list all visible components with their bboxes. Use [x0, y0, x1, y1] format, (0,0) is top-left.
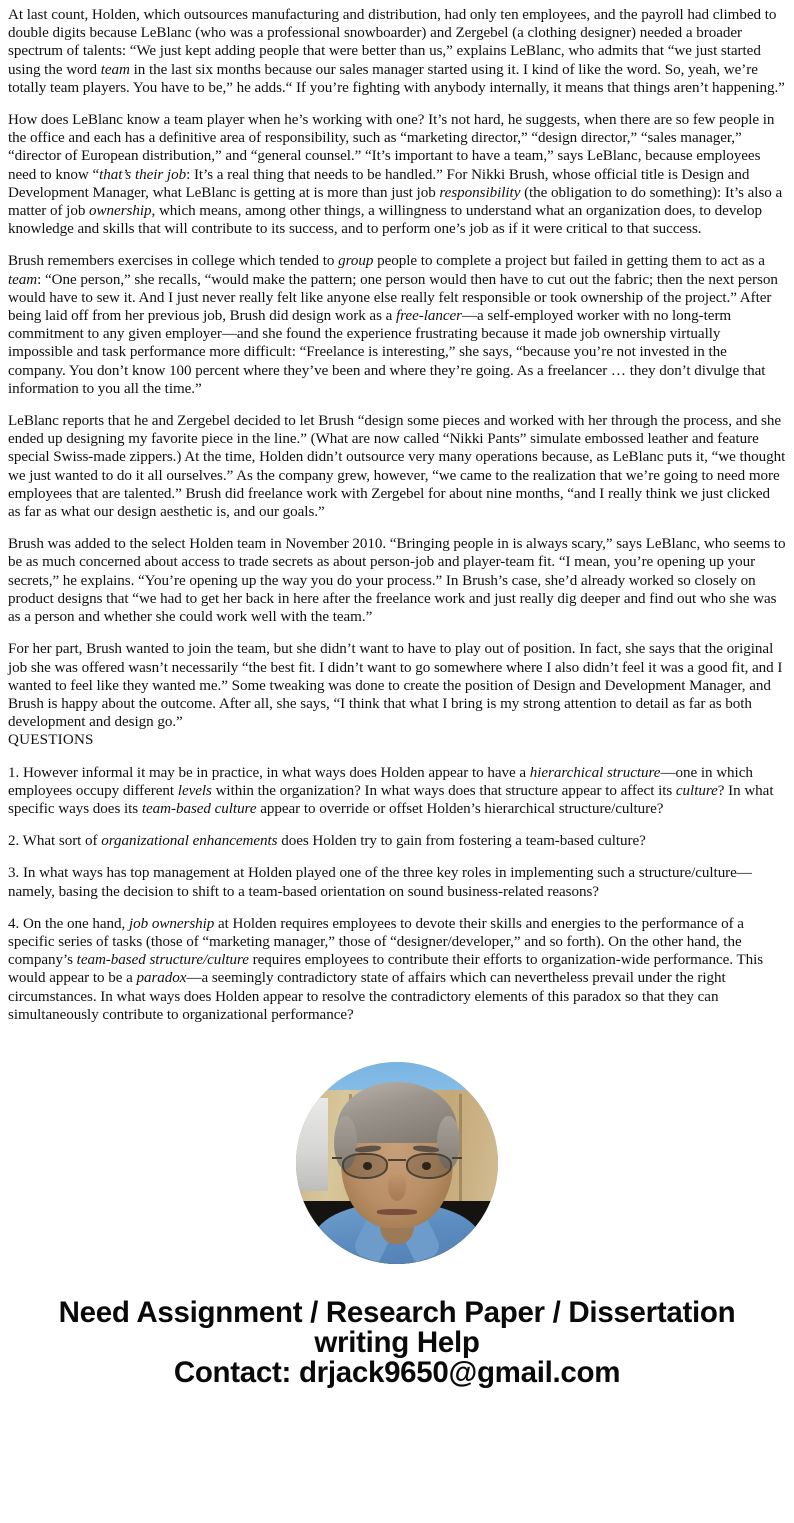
emphasis-text: responsibility: [439, 184, 521, 201]
photo-mouth: [377, 1209, 417, 1214]
author-photo-block: [8, 1062, 786, 1264]
emphasis-text: hierarchical structure: [529, 764, 661, 781]
emphasis-text: that’s their job: [99, 166, 187, 183]
text-run: does Holden try to gain from fostering a team-based culture?: [277, 833, 646, 850]
text-run: requires employees to contribute their efforts to organization-wide performance. This would appear to be a: [8, 952, 764, 987]
text-run: (the obligation to do something): It’s also a matter of job: [8, 184, 783, 220]
text-run: At last count, Holden, which outsources manufacturing and distribution, had only ten employees, and the payroll had climbed to double digits because LeBlanc (who was a professional snowboarder) and Zergebel (a clothing designer) needed a broader spectrum of talents: “We just kept adding people that were better than us,” explains LeBlanc, who admits that “we just started using the word: [8, 7, 777, 78]
body-paragraph: [8, 535, 786, 626]
emphasis-text: ownership: [89, 203, 152, 220]
text-run: LeBlanc reports that he and Zergebel decided to let Brush “design some pieces and worked with her through the process, and she ended up designing my favorite piece in the line.” (What are now called “Nikki Pants” simulate embossed leather and feature special Swiss-made zippers.) At the time, Holden didn’t outsource very many operations because, as LeBlanc puts it, “we thought we just wanted to do it all ourselves.” As the company grew, however, “we came to the realization that we’re going to need more employees that are talented.” Brush did freelance work with Zergebel for about nine months, “and I really think we just clicked as far as what our design aesthetic is, and our goals.”: [8, 413, 786, 521]
text-run: within the organization? In what ways does that structure appear to affect its: [211, 782, 676, 799]
photo-glasses-bridge: [388, 1159, 405, 1161]
photo-wall-panel-left: [296, 1098, 328, 1191]
body-paragraph: [8, 111, 786, 238]
text-run: : It’s a real thing that needs to be handled.” For Nikki Brush, whose official title is Design and Development Manager, what LeBlanc is getting at is more than just job: [8, 166, 750, 201]
avatar: [296, 1062, 498, 1264]
text-run: : “One person,” she recalls, “would make the pattern; one person would then have to cut out the fabric; then the next person would have to sew it. And I just never really felt like anyone else really felt responsible or took ownership of the project.” After being laid off from her previous job, Brush did design work as a: [8, 271, 778, 325]
photo-glasses-temple-right: [452, 1157, 463, 1159]
photo-glasses-temple-left: [332, 1157, 343, 1159]
text-run: —a seemingly contradictory state of affairs which can nevertheless prevail under the right circumstances. In what ways does Holden appear to resolve the contradictory elements of this paradox so that they can simultaneously contribute to organizational performance?: [8, 970, 726, 1023]
emphasis-text: free-lancer: [396, 308, 462, 325]
emphasis-text: job ownership: [128, 915, 215, 932]
footer-line-1: Need Assignment / Research Paper / Dissertation: [58, 1295, 736, 1329]
text-run: Brush remembers exercises in college which tended to: [8, 253, 339, 270]
text-run: —one in which employees occupy different: [8, 764, 753, 799]
emphasis-text: team-based culture: [141, 800, 257, 817]
question-item: [8, 864, 786, 900]
emphasis-text: team: [100, 61, 130, 78]
text-run: Brush was added to the select Holden team in November 2010. “Bringing people in is always scary,” says LeBlanc, who seems to be as much concerned about access to trade secrets as about person-job and player-team fit. “I mean, you’re opening up your secrets,” he explains. “You’re opening up the way you do your process.” In Brush’s case, she’d already worked so closely on product designs that “we had to get her back in here after the freelance work and just really dig deeper and find out who she was as a person and whether she could work well with the team.”: [8, 536, 786, 626]
footer-contact-line: Contact: drjack9650@gmail.com: [173, 1355, 621, 1389]
text-run: For her part, Brush wanted to join the team, but she didn’t want to have to play out of position. In fact, she says that the original job she was offered wasn’t necessarily “the best fit. I didn’t want to go somewhere where I also didn’t feel it was a good fit, and I wanted to feel like they wanted me.” Some tweaking was done to create the position of Design and Development Manager, and Brush is happy about the outcome. After all, she says, “I think that what I bring is my strong attention to detail as far as both development and design go.”: [8, 641, 783, 731]
emphasis-text: team-based structure/culture: [76, 952, 249, 969]
text-run: 4. On the one hand,: [8, 915, 129, 932]
body-paragraph: [8, 6, 786, 97]
text-run: How does LeBlanc know a team player when he’s working with one? It’s not hard, he suggests, when there are so few people in the office and each has a definitive area of responsibility, such as “marketing director,” “design director,” “sales manager,” “director of European distribution,” and “general counsel.” “It’s important to have a team,” says LeBlanc, because employees need to know “: [8, 112, 775, 183]
emphasis-text: levels: [177, 782, 212, 799]
photo-lens-left: [342, 1153, 388, 1179]
emphasis-text: paradox: [136, 970, 187, 987]
emphasis-text: group: [338, 253, 374, 270]
question-item: [8, 915, 786, 1024]
body-paragraph: [8, 640, 786, 731]
promo-footer: [8, 1295, 786, 1404]
question-item: [8, 764, 786, 819]
text-run: 2. What sort of: [8, 833, 102, 850]
text-run: 3. In what ways has top management at Holden played one of the three key roles in implementing such a structure/culture—namely, basing the decision to shift to a team-based orientation on sound business-related reasons?: [8, 865, 752, 900]
article-body: [8, 6, 786, 731]
questions-list: [8, 764, 786, 1024]
questions-heading: QUESTIONS: [8, 732, 94, 749]
text-run: in the last six months because our sales manager started using it. I kind of like the word. So, yeah, we’re totally team players. You have to be,” he adds.“ If you’re fighting with anybody internally, it means that things aren’t happening.”: [8, 61, 785, 96]
text-run: , which means, among other things, a willingness to understand what an organization does, to develop knowledge and skills that will contribute to its success, and to perform one’s job as if it were critical to that success.: [8, 203, 763, 238]
text-run: at Holden requires employees to devote their skills and energies to the performance of a specific series of tasks (those of “marketing manager,” those of “designer/developer,” and so forth). On the other hand, the company’s: [8, 915, 744, 969]
question-item: [8, 832, 786, 850]
photo-lens-right: [406, 1153, 452, 1179]
emphasis-text: team: [8, 271, 38, 288]
text-run: —a self-employed worker with no long-term commitment to any given employer—and she found the experience frustrating because it made job ownership virtually impossible and task performance more difficult: “Freelance is interesting,” she says, “because you’re not invested in the company. You don’t know 100 percent where they’ve been and where they’re going. As a freelancer … they don’t divulge that information to you all the time.”: [8, 308, 766, 397]
emphasis-text: organizational enhancements: [101, 833, 278, 850]
text-run: appear to override or offset Holden’s hierarchical structure/culture?: [256, 800, 664, 817]
text-run: ? In what specific ways does its: [8, 782, 774, 817]
text-run: people to complete a project but failed in getting them to act as a: [373, 253, 765, 270]
body-paragraph: [8, 252, 786, 398]
text-run: 1. However informal it may be in practice, in what ways does Holden appear to have a: [8, 764, 530, 781]
footer-line-2: writing Help: [314, 1325, 480, 1359]
body-paragraph: [8, 412, 786, 521]
emphasis-text: culture: [675, 782, 718, 799]
